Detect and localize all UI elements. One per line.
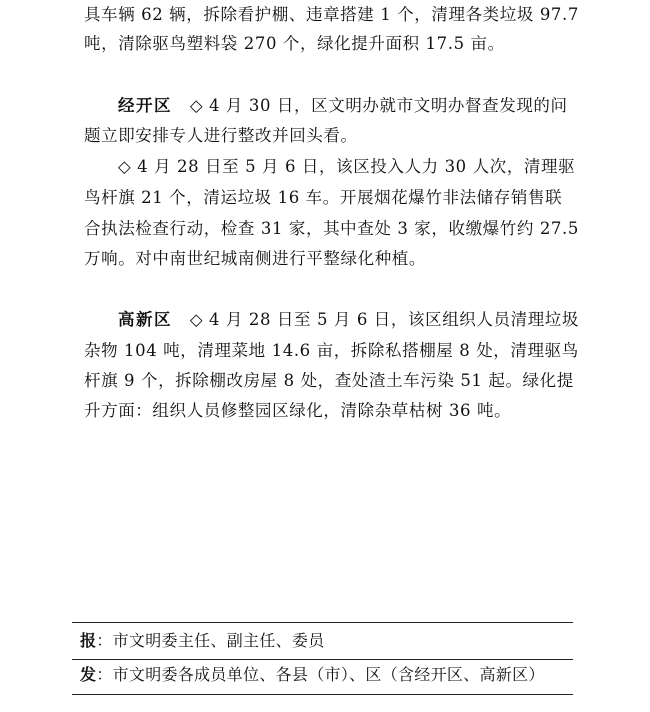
jingkai-district-heading: 经开区 xyxy=(118,96,172,115)
footer-report-label: 报 xyxy=(80,631,97,650)
jingkai-first-text: ◇ 4 月 30 日，区文明办就市文明办督查发现的问 xyxy=(189,96,568,115)
gaoxin-district-heading: 高新区 xyxy=(118,310,172,329)
gaoxin-line-2: 杂物 104 吨，清理菜地 14.6 亩，拆除私搭棚屋 8 处，清理驱鸟 xyxy=(84,341,579,360)
footer-send-text: ：市文明委各成员单位、各县（市）、区（含经开区、高新区） xyxy=(96,665,545,684)
jingkai-second-line-4: 万响。对中南世纪城南侧进行平整绿化种植。 xyxy=(84,249,426,268)
gaoxin-first-line xyxy=(118,309,579,331)
gaoxin-line-4: 升方面：组织人员修整园区绿化，清除杂草枯树 36 吨。 xyxy=(84,401,512,420)
intro-line-2: 吨，清除驱鸟塑料袋 270 个，绿化提升面积 17.5 亩。 xyxy=(84,34,505,53)
jingkai-line-2: 题立即安排专人进行整改并回头看。 xyxy=(84,126,358,145)
footer-middle-rule xyxy=(72,659,573,660)
jingkai-second-first-line: ◇ 4 月 28 日至 5 月 6 日，该区投入人力 30 人次，清理驱 xyxy=(118,157,576,176)
jingkai-second-line-3: 合执法检查行动，检查 31 家，其中查处 3 家，收缴爆竹约 27.5 xyxy=(84,219,579,238)
jingkai-second-line-2: 鸟杆旗 21 个，清运垃圾 16 车。开展烟花爆竹非法储存销售联 xyxy=(84,188,563,207)
footer-bottom-rule xyxy=(72,694,573,695)
footer-report-text: ：市文明委主任、副主任、委员 xyxy=(96,631,325,650)
footer-top-rule xyxy=(72,622,573,623)
intro-line-1: 具车辆 62 辆，拆除看护棚、违章搭建 1 个，清理各类垃圾 97.7 xyxy=(84,5,579,24)
footer-send-line xyxy=(80,664,545,686)
jingkai-first-line xyxy=(118,95,566,117)
gaoxin-line-3: 杆旗 9 个，拆除棚改房屋 8 处，查处渣土车污染 51 起。绿化提 xyxy=(84,371,574,390)
footer-report-line xyxy=(80,630,325,652)
gaoxin-first-text: ◇ 4 月 28 日至 5 月 6 日，该区组织人员清理垃圾 xyxy=(189,310,579,329)
footer-send-label: 发 xyxy=(80,665,97,684)
